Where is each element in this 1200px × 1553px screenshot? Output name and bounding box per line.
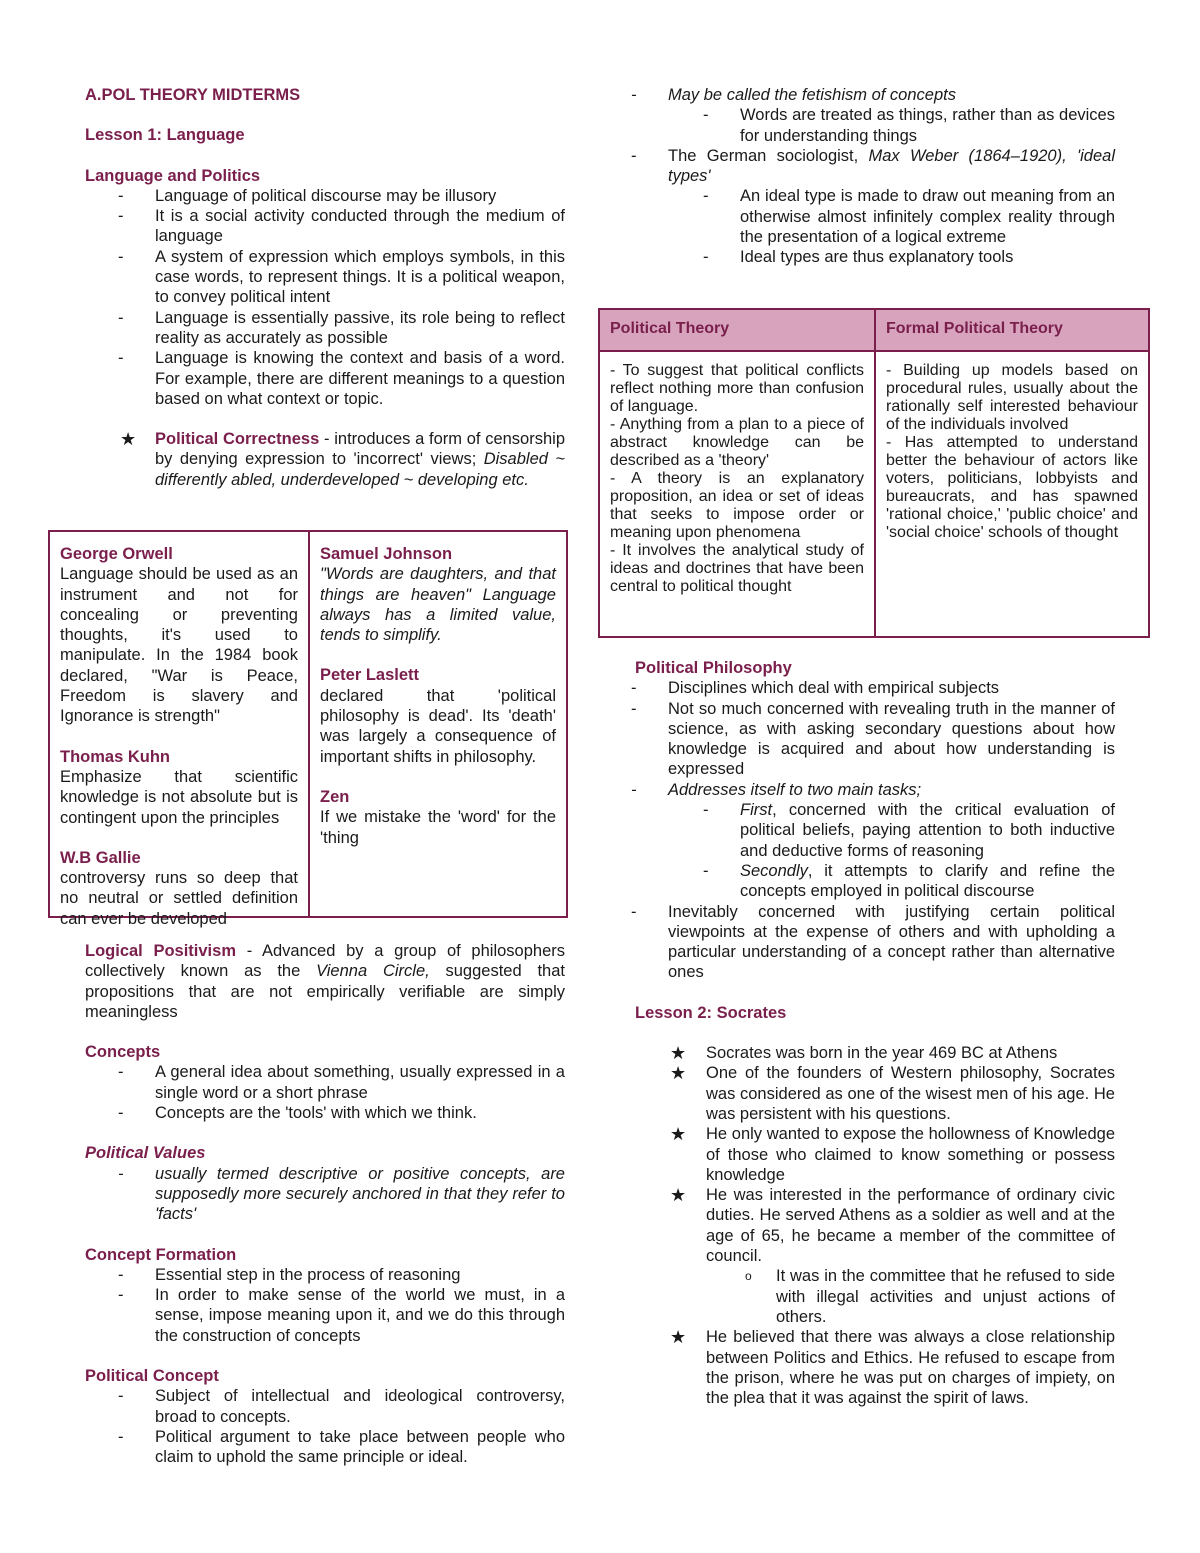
right-column-lower	[635, 658, 1115, 1408]
list-item: - Subject of intellectual and ideological controversy, broad to concepts.	[85, 1386, 565, 1427]
thinker-entry: Samuel Johnson "Words are daughters, and that things are heaven" Language always has a limited value, tends to simplify.	[320, 545, 556, 645]
thinkers-table	[48, 530, 568, 928]
political-correctness: ★ Political Correctness - introduces a form of censorship by denying expression to 'incorrect' views; Disabled ~ differently abled, underdeveloped ~ developing etc.	[120, 429, 565, 489]
concepts-list	[85, 1062, 565, 1123]
theory-comparison-table	[598, 308, 1150, 638]
list-item: - It is a social activity conducted through the medium of language	[85, 206, 565, 247]
document-title: A.POL THEORY MIDTERMS	[85, 86, 301, 104]
language-politics-heading: Language and Politics	[85, 166, 261, 185]
star-bullet-icon: ★	[670, 1124, 687, 1145]
list-item: ★ He believed that there was always a close relationship between Politics and Ethics. He refused to escape from the prison, where he was put on charges of impiety, on the plea that it was against the spirit of laws.	[670, 1327, 1115, 1408]
list-item: - Language is knowing the context and basis of a word. For example, there are different meanings to a question based on what context or topic.	[85, 348, 565, 409]
list-item: - First, concerned with the critical evaluation of political beliefs, paying attention to both inductive and deductive forms of reasoning	[705, 800, 1115, 861]
list-item: - Disciplines which deal with empirical subjects	[598, 678, 1115, 698]
logical-positivism: Logical Positivism - Advanced by a group of philosophers collectively known as the Vienna Circle, suggested that propositions that are not empirically verifiable are simply meaningless	[85, 942, 565, 1021]
list-item: - Language of political discourse may be illusory	[85, 186, 565, 206]
list-item: - Ideal types are thus explanatory tools	[705, 247, 1115, 267]
list-item: - The German sociologist, Max Weber (1864–1920), 'ideal types'	[598, 146, 1115, 187]
concepts-heading: Concepts	[85, 1043, 161, 1062]
list-item: - May be called the fetishism of concepts	[598, 85, 1115, 105]
ideal-types-sublist	[705, 186, 1115, 267]
socrates-list-continued	[598, 1327, 1115, 1408]
concept-formation-heading: Concept Formation	[85, 1245, 237, 1264]
list-item: - Essential step in the process of reasoning	[85, 1265, 565, 1285]
lesson-2-heading: Lesson 2: Socrates	[635, 1003, 787, 1022]
political-values-list	[85, 1164, 565, 1225]
list-item: - Addresses itself to two main tasks;	[598, 780, 1115, 800]
list-item: - In order to make sense of the world we must, in a sense, impose meaning upon it, and we do this through the construction of concepts	[85, 1285, 565, 1346]
philosophy-list	[598, 678, 1115, 800]
star-bullet-icon: ★	[670, 1063, 687, 1084]
list-item: - Words are treated as things, rather than as devices for understanding things	[705, 105, 1115, 146]
star-bullet-icon: ★	[120, 429, 137, 450]
political-values-heading: Political Values	[85, 1144, 206, 1163]
star-bullet-icon: ★	[670, 1327, 687, 1348]
star-bullet-icon: ★	[670, 1043, 687, 1064]
list-item: o It was in the committee that he refused to side with illegal activities and unjust actions of others.	[598, 1266, 1115, 1327]
socrates-list	[598, 1043, 1115, 1266]
list-item: - usually termed descriptive or positive concepts, are supposedly more securely anchored in that they refer to 'facts'	[85, 1164, 565, 1225]
list-item: - A system of expression which employs symbols, in this case words, to represent things. It is a political weapon, to convey political intent	[85, 247, 565, 308]
thinker-entry: Thomas Kuhn Emphasize that scientific knowledge is not absolute but is contingent upon the principles	[60, 747, 298, 827]
language-politics-list	[85, 186, 565, 409]
thinker-entry: Peter Laslett declared that 'political philosophy is dead'. Its 'death' was largely a consequence of important shifts in philosophy.	[320, 666, 556, 766]
political-concept-heading: Political Concept	[85, 1367, 219, 1386]
fetishism-sublist	[705, 105, 1115, 146]
weber-list	[598, 146, 1115, 187]
list-item: - Inevitably concerned with justifying certain political viewpoints at the expense of others and with upholding a particular understanding of a concept rather than alternative ones	[598, 902, 1115, 983]
list-item: - Language is essentially passive, its role being to reflect reality as accurately as possible	[85, 308, 565, 349]
thinker-entry: George Orwell Language should be used as an instrument and not for concealing or preventing thoughts, it's used to manipulate. In the 1984 book declared, "War is Peace, Freedom is slavery and Ignorance is strength"	[60, 545, 298, 726]
star-bullet-icon: ★	[670, 1185, 687, 1206]
thinkers-right-cell	[308, 532, 566, 916]
lesson-1-heading: Lesson 1: Language	[85, 126, 245, 145]
table-row	[600, 352, 1148, 638]
left-column	[85, 85, 565, 490]
list-item: ★ He was interested in the performance of ordinary civic duties. He served Athens as a soldier as well and at the age of 65, he became a member of the committee of council.	[670, 1185, 1115, 1266]
list-item: - Secondly, it attempts to clarify and refine the concepts employed in political discourse	[705, 861, 1115, 902]
table-header-row	[600, 310, 1148, 352]
header-formal-political-theory: Formal Political Theory	[874, 310, 1148, 350]
list-item: - A general idea about something, usually expressed in a single word or a short phrase	[85, 1062, 565, 1103]
left-column-lower	[85, 941, 565, 1468]
formal-theory-cell: - Building up models based on procedural rules, usually about the rationally self interested behaviour of the individuals involved - Has attempted to understand better the behaviour of actors like voters, politicians, lobbyists and bureaucrats, and has spawned 'rational choice,' 'public choice' and 'social choice' schools of thought	[874, 352, 1148, 638]
list-item: ★ Socrates was born in the year 469 BC at Athens	[670, 1043, 1058, 1064]
list-item: - Concepts are the 'tools' with which we think.	[85, 1103, 565, 1123]
list-item: - Not so much concerned with revealing truth in the manner of science, as with asking secondary questions about how knowledge is acquired and about how understanding is expressed	[598, 699, 1115, 780]
list-item: ★ One of the founders of Western philosophy, Socrates was considered as one of the wisest men of his age. He was persistent with his questions.	[670, 1063, 1115, 1123]
header-political-theory: Political Theory	[610, 320, 730, 337]
list-item: - An ideal type is made to draw out meaning from an otherwise almost infinitely complex reality through the presentation of a logical extreme	[705, 186, 1115, 247]
political-concept-list	[85, 1386, 565, 1467]
right-column-top	[635, 85, 1115, 268]
thinker-entry: W.B Gallie controversy runs so deep that no neutral or settled definition can ever be developed	[60, 848, 298, 928]
philosophy-list-continued	[598, 902, 1115, 983]
list-item: - Political argument to take place between people who claim to uphold the same principle or ideal.	[85, 1427, 565, 1468]
political-theory-cell: - To suggest that political conflicts reflect nothing more than confusion of language. - Anything from a plan to a piece of abstract knowledge can be described as a 'theory' - A theory is an explanatory proposition, an idea or set of ideas that seeks to impose order or meaning upon phenomena - It involves the analytical study of ideas and doctrines that have been central to political thought	[610, 362, 864, 595]
philosophy-tasks-sublist	[705, 800, 1115, 901]
thinkers-left-cell	[50, 532, 308, 928]
concept-formation-list	[85, 1265, 565, 1346]
list-item: ★ He only wanted to expose the hollowness of Knowledge of those who claimed to know something or possess knowledge	[670, 1124, 1115, 1184]
socrates-sublist	[598, 1266, 1115, 1327]
political-philosophy-heading: Political Philosophy	[635, 659, 792, 677]
thinker-entry: Zen If we mistake the 'word' for the 'thing	[320, 787, 556, 847]
fetishism-list	[598, 85, 1115, 105]
